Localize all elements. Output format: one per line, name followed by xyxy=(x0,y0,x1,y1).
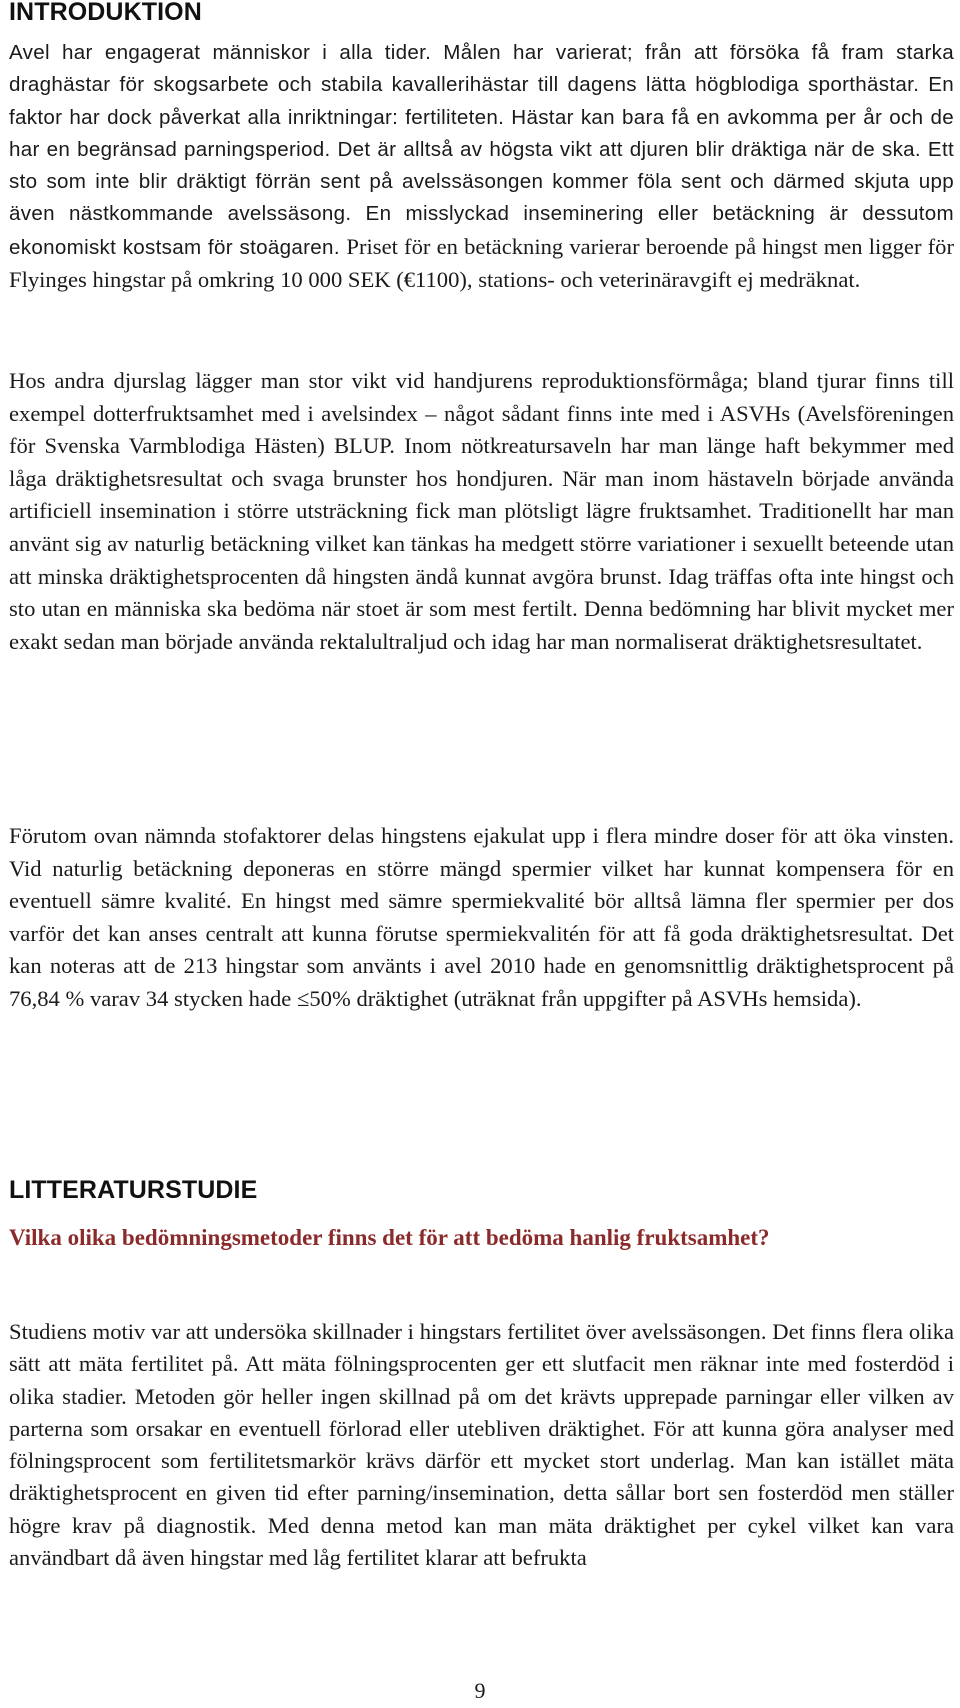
intro-paragraph-3: Förutom ovan nämnda stofaktorer delas hingstens ejakulat upp i flera mindre doser för att öka vinsten. Vid naturlig betäckning deponeras en större mängd spermier vilket har kunnat kompensera för en eventuell sämre kvalité. En hingst med sämre spermiekvalité bör alltså lämna fler spermier per dos varför det kan anses centralt att kunna förutse spermiekvalitén för att få goda dräktighetsresultat. Det kan noteras att de 213 hingstar som använts i avel 2010 hade en genomsnittlig dräktighetsprocent på 76,84 % varav 34 stycken hade ≤50% dräktighet (uträknat från uppgifter på ASVHs hemsida). xyxy=(9,823,954,1011)
section-heading-introduktion: INTRODUKTION xyxy=(9,0,202,26)
intro-paragraph-2: Hos andra djurslag lägger man stor vikt vid handjurens reproduktionsförmåga; bland tjurar finns till exempel dotterfruktsamhet med i avelsindex – något sådant finns inte med i ASVHs (Avelsföreningen för Svenska Varmblodiga Hästen) BLUP. Inom nötkreatursaveln har man länge haft bekymmer med låga dräktighetsresultat och svaga brunster hos hondjuren. När man inom hästaveln började använda artificiell insemination i större utsträckning fick man plötsligt lägre fruktsamhet. Traditionellt har man använt sig av naturlig betäckning vilket kan tänkas ha medgett större variationer i sexuellt beteende utan att minska dräktighetsprocenten då hingsten ändå kunnat avgöra brunst. Idag träffas ofta inte hingst och sto utan en människa ska bedöma när stoet är som mest fertilt. Denna bedömning har blivit mycket mer exakt sedan man började använda rektalultraljud och idag har man normaliserat dräktighetsresultatet. xyxy=(9,368,954,654)
literature-subheading: Vilka olika bedömningsmetoder finns det för att bedöma hanlig fruktsamhet? xyxy=(9,1225,770,1250)
intro-paragraph-1-part-b: Ett sto som inte blir dräktigt förrän sent på avelssäsongen kommer föla sent och därmed skjuta upp även nästkommande avelssäsong. En misslyckad inseminering eller betäckning är dessutom ekonomiskt kostsam för stoägaren. xyxy=(9,137,954,259)
literature-paragraph-1: Studiens motiv var att undersöka skillnader i hingstars fertilitet över avelssäsongen. Det finns flera olika sätt att mäta fertilitet på. Att mäta fölningsprocenten ger ett slutfacit men räknar inte med fosterdöd i olika stadier. Metoden gör heller ingen skillnad på om det krävts upprepade parningar eller vilken av parterna som orsakar en eventuell förlorad eller utebliven dräktighet. För att kunna göra analyser med fölningsprocent som fertilitetsmarkör krävs därför ett mycket stort underlag. Man kan istället mäta dräktighetsprocent en given tid efter parning/insemination, detta sållar bort sen fosterdöd men ställer högre krav på diagnostik. Med denna metod kan man mäta dräktighet per cykel vilket kan vara användbart då även hingstar med låg fertilitet klarar att befrukta xyxy=(9,1319,954,1571)
intro-paragraph-1 xyxy=(9,37,954,297)
section-heading-litteraturstudie: LITTERATURSTUDIE xyxy=(9,1176,258,1204)
intro-paragraph-1-part-c: Priset för en betäckning varierar beroende på hingst men ligger för Flyinges hingstar på omkring 10 000 SEK (€1100), stations- och veterinäravgift ej medräknat. xyxy=(9,233,954,293)
page-number: 9 xyxy=(474,1678,486,1703)
intro-paragraph-1-part-a: Avel har engagerat människor i alla tider. Målen har varierat; från att försöka få fram starka draghästar för skogsarbete och stabila kavallerihästar till dagens lätta högblodiga sporthästar. En faktor har dock påverkat alla inriktningar: fertiliteten. Hästar kan bara få en avkomma per år och de har en begränsad parningsperiod. Det är alltså av högsta vikt att djuren blir dräktiga när de ska. xyxy=(9,41,954,161)
